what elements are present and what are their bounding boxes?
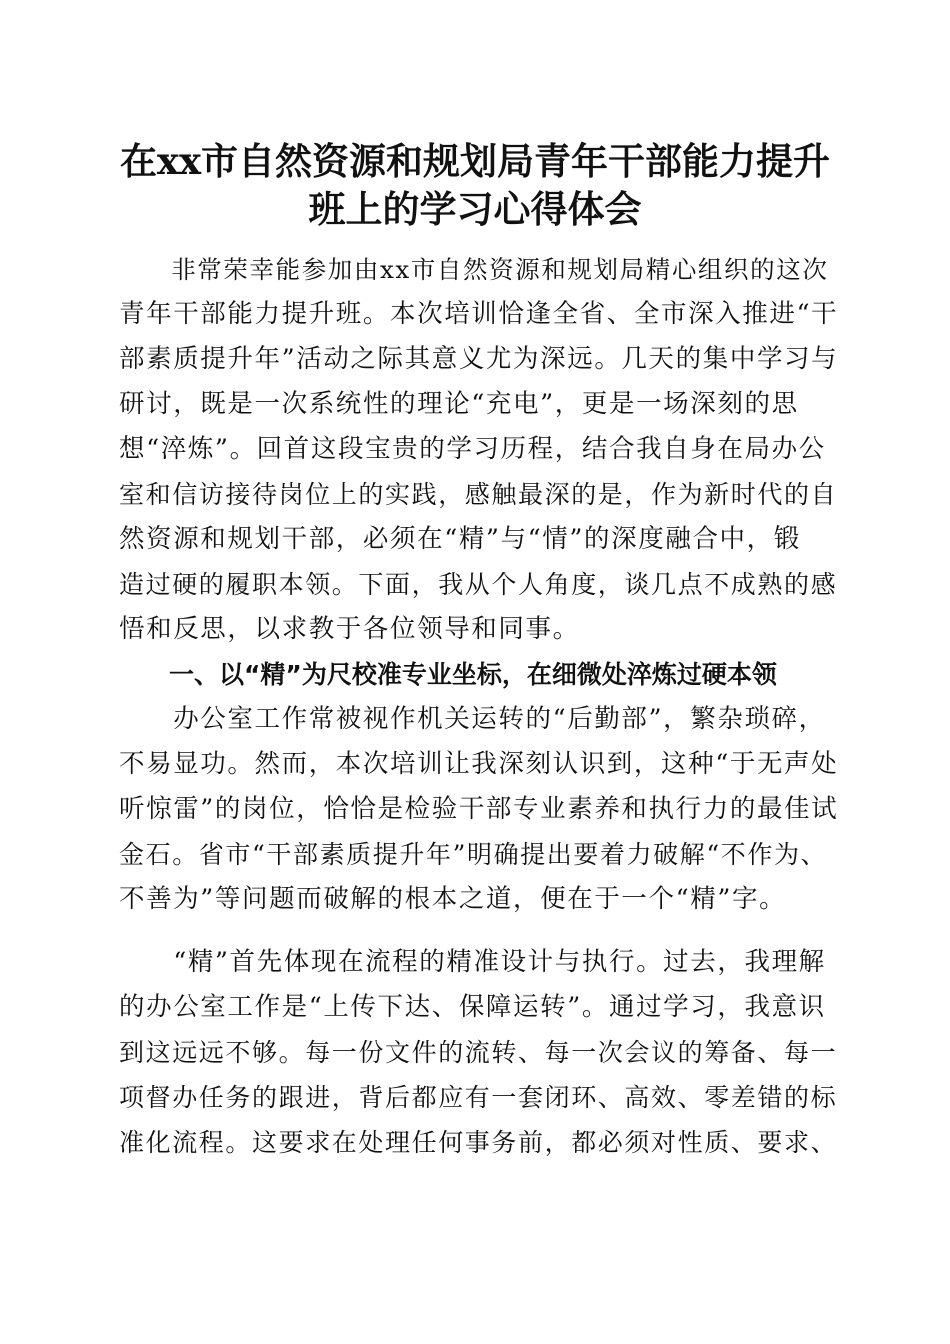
paragraph-3-line: 到这远远不够。每一份文件的流转、每一次会议的筹备、每一 — [119, 1038, 838, 1067]
section-heading-1: 一、以“精”为尺校准专业坐标，在细微处淬炼过硬本领 — [119, 660, 777, 689]
paragraph-1-line: 室和信访接待岗位上的实践，感触最深的是，作为新时代的自 — [119, 480, 838, 509]
document-title-line-2: 班上的学习心得体会 — [308, 187, 642, 231]
paragraph-2-line: 金石。省市“干部素质提升年”明确提出要着力破解“不作为、 — [119, 840, 828, 869]
document-title-line-1: 在xx市自然资源和规划局青年干部能力提升 — [119, 139, 831, 183]
paragraph-1-line: 部素质提升年”活动之际其意义尤为深远。几天的集中学习与 — [119, 344, 839, 374]
paragraph-1-line: 青年干部能力提升班。本次培训恰逢全省、全市深入推进“干 — [119, 299, 839, 329]
paragraph-2-line: 办公室工作常被视作机关运转的“后勤部”，繁杂琐碎， — [119, 704, 826, 734]
paragraph-1-line: 造过硬的履职本领。下面，我从个人角度，谈几点不成熟的感 — [119, 570, 838, 599]
paragraph-1-line: 然资源和规划干部，必须在“精”与“情”的深度融合中，锻 — [119, 524, 801, 554]
paragraph-3-line: “精”首先体现在流程的精准设计与执行。过去，我理解 — [119, 947, 826, 977]
paragraph-2-line: 听惊雷”的岗位，恰恰是检验干部专业素养和执行力的最佳试 — [119, 794, 839, 824]
paragraph-2-line: 不善为”等问题而破解的根本之道，便在于一个“精”字。 — [119, 884, 787, 914]
paragraph-3-line: 的办公室工作是“上传下达、保障运转”。通过学习，我意识 — [119, 992, 826, 1022]
paragraph-1-line: 非常荣幸能参加由xx市自然资源和规划局精心组织的这次 — [119, 255, 829, 284]
paragraph-1-line: 悟和反思，以求教于各位领导和同事。 — [119, 614, 580, 644]
paragraph-3-line: 项督办任务的跟进，背后都应有一套闭环、高效、零差错的标 — [119, 1083, 838, 1112]
paragraph-1-line: 研讨，既是一次系统性的理论“充电”，更是一场深刻的思 — [119, 389, 799, 419]
paragraph-2-line: 不易显功。然而，本次培训让我深刻认识到，这种“于无声处 — [119, 749, 839, 779]
paragraph-3-line: 准化流程。这要求在处理任何事务前，都必须对性质、要求、 — [119, 1128, 838, 1157]
paragraph-1-line: 想“淬炼”。回首这段宝贵的学习历程，结合我自身在局办公 — [119, 434, 826, 464]
